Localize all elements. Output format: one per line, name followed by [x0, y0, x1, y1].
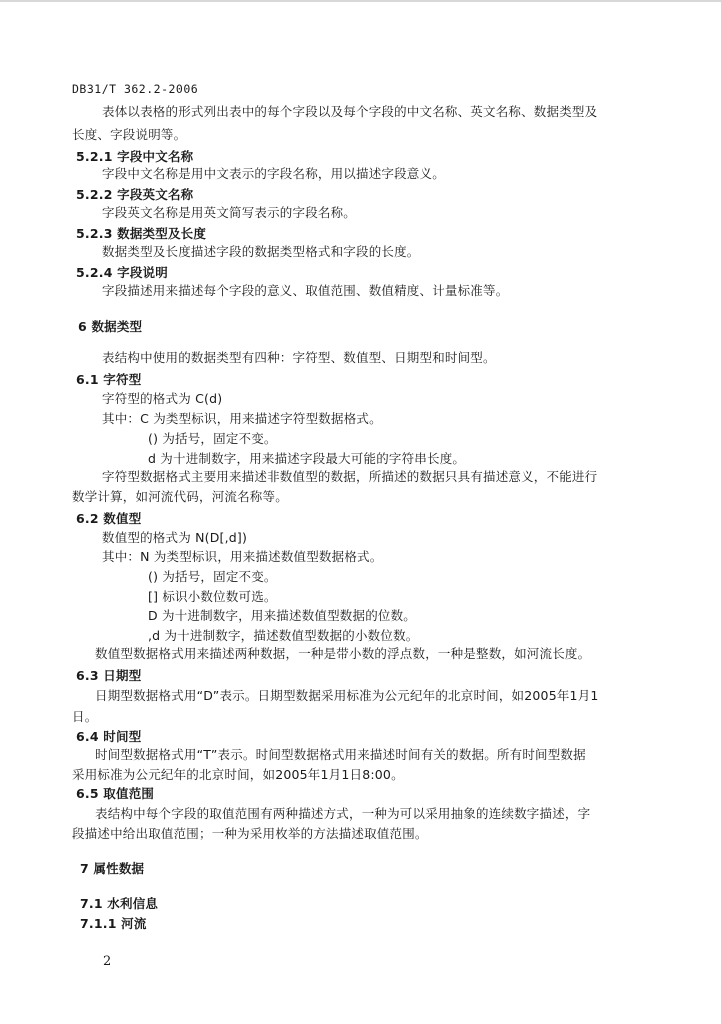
paragraph-line: 数据类型及长度描述字段的数据类型格式和字段的长度。	[102, 244, 420, 259]
paragraph-line: 字段英文名称是用英文简写表示的字段名称。	[102, 205, 357, 220]
section-heading: 6.2 数值型	[76, 511, 142, 526]
page-number: 2	[103, 954, 112, 969]
paragraph-line: 日期型数据格式用“D”表示。日期型数据采用标准为公元纪年的北京时间，如2005年1月1	[95, 688, 599, 703]
section-heading: 7.1 水利信息	[80, 896, 159, 911]
paragraph-line: 字符型数据格式主要用来描述非数值型的数据，所描述的数据只具有描述意义，不能进行	[102, 469, 598, 484]
chapter-heading: 6 数据类型	[78, 319, 143, 334]
paragraph-line: 数值型数据格式用来描述两种数据，一种是带小数的浮点数，一种是整数，如河流长度。	[95, 646, 591, 661]
paragraph-line: 日。	[72, 709, 98, 724]
document-number: DB31/T 362.2-2006	[72, 82, 199, 96]
paragraph-line: 表结构中每个字段的取值范围有两种描述方式，一种为可以采用抽象的连续数字描述，字	[95, 806, 591, 821]
paragraph-line: 其中：C 为类型标识，用来描述字符型数据格式。	[102, 411, 382, 426]
paragraph-line: 表结构中使用的数据类型有四种：字符型、数值型、日期型和时间型。	[102, 350, 496, 365]
paragraph-line: 字段中文名称是用中文表示的字段名称，用以描述字段意义。	[102, 166, 445, 181]
chapter-heading: 7 属性数据	[80, 861, 145, 876]
paragraph-line: 字段描述用来描述每个字段的意义、取值范围、数值精度、计量标准等。	[102, 283, 509, 298]
paragraph-line: D 为十进制数字，用来描述数值型数据的位数。	[148, 608, 416, 623]
paragraph-line: [] 标识小数位数可选。	[148, 589, 277, 604]
section-heading: 5.2.2 字段英文名称	[76, 187, 194, 202]
paragraph-line: 数值型的格式为 N(D[,d])	[102, 530, 248, 545]
paragraph-line: 时间型数据格式用“T”表示。时间型数据格式用来描述时间有关的数据。所有时间型数据	[95, 747, 586, 762]
paragraph-line: () 为括号，固定不变。	[148, 569, 277, 584]
paragraph-line: 长度、字段说明等。	[72, 127, 187, 142]
paragraph-line: 表体以表格的形式列出表中的每个字段以及每个字段的中文名称、英文名称、数据类型及	[102, 104, 598, 119]
section-heading: 5.2.1 字段中文名称	[76, 149, 194, 164]
section-heading: 6.1 字符型	[76, 372, 142, 387]
paragraph-line: () 为括号，固定不变。	[148, 431, 277, 446]
section-heading: 5.2.3 数据类型及长度	[76, 226, 207, 241]
section-heading: 6.4 时间型	[76, 729, 142, 744]
paragraph-line: ,d 为十进制数字，描述数值型数据的小数位数。	[148, 628, 419, 643]
paragraph-line: 其中：N 为类型标识，用来描述数值型数据格式。	[102, 549, 383, 564]
page-top-edge	[0, 0, 721, 2]
paragraph-line: 字符型的格式为 C(d)	[102, 391, 223, 406]
paragraph-line: d 为十进制数字，用来描述字段最大可能的字符串长度。	[148, 451, 466, 466]
section-heading: 5.2.4 字段说明	[76, 265, 168, 280]
paragraph-line: 采用标准为公元纪年的北京时间，如2005年1月1日8:00。	[72, 767, 404, 782]
section-heading: 6.3 日期型	[76, 668, 142, 683]
paragraph-line: 段描述中给出取值范围；一种为采用枚举的方法描述取值范围。	[72, 826, 428, 841]
paragraph-line: 数学计算，如河流代码，河流名称等。	[72, 489, 288, 504]
section-heading: 7.1.1 河流	[80, 916, 147, 931]
section-heading: 6.5 取值范围	[76, 786, 155, 801]
